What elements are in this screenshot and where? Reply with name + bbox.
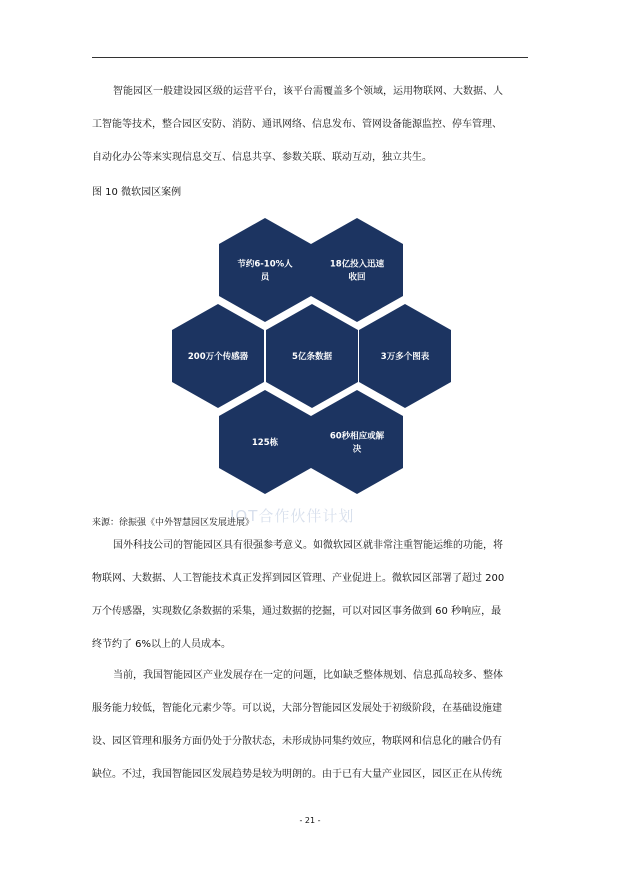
hexagon-label: 3万多个图表 bbox=[380, 352, 430, 362]
hexagon-shape bbox=[219, 218, 311, 322]
hexagon-label: 60秒相应或解 bbox=[329, 431, 385, 442]
hexagon-label: 收回 bbox=[348, 272, 366, 283]
paragraph-line: 万个传感器，实现数亿条数据的采集，通过数据的挖掘，可以对园区事务做到 60 秒响应，最 bbox=[92, 606, 502, 617]
paragraph-line: 国外科技公司的智能园区具有很强参考意义。如微软园区就非常注重智能运维的功能，将 bbox=[113, 540, 503, 551]
hexagon-label: 200万个传感器 bbox=[187, 352, 249, 362]
hexagon-tile bbox=[266, 304, 358, 408]
hexagon-tile bbox=[311, 390, 403, 494]
hexagon-label: 18亿投入迅速 bbox=[329, 259, 385, 270]
paragraph-line: 自动化办公等来实现信息交互、信息共享、参数关联、联动互动，独立共生。 bbox=[92, 152, 432, 163]
hexagon-label: 员 bbox=[260, 272, 270, 283]
hexagon-label: 节约6-10%人 bbox=[237, 259, 293, 270]
hexagon-label: 决 bbox=[352, 444, 362, 455]
hexagon-tile bbox=[219, 218, 311, 322]
hexagon-tile bbox=[172, 304, 264, 408]
hexagon-shape bbox=[311, 218, 403, 322]
watermark: IOT合作伙伴计划 bbox=[230, 507, 355, 525]
figure-caption: 图 10 微软园区案例 bbox=[92, 187, 182, 198]
paragraph-line: 工智能等技术，整合园区安防、消防、通讯网络、信息发布、管网设备能源监控、停车管理、 bbox=[92, 119, 502, 130]
paragraph-line: 当前，我国智能园区产业发展存在一定的问题，比如缺乏整体规划、信息孤岛较多、整体 bbox=[113, 670, 503, 681]
hexagon-label: 5亿条数据 bbox=[292, 352, 332, 362]
figure-source: 来源：徐振强《中外智慧园区发展进展》 bbox=[92, 518, 255, 528]
hexagon-tile bbox=[359, 304, 451, 408]
hexagon-label: 125栋 bbox=[251, 438, 279, 448]
paragraph-line: 智能园区一般建设园区级的运营平台，该平台需覆盖多个领域，运用物联网、大数据、人 bbox=[113, 86, 503, 97]
paragraph-line: 缺位。不过，我国智能园区发展趋势是较为明朗的。由于已有大量产业园区，园区正在从传统 bbox=[92, 769, 502, 780]
hexagon-shape bbox=[311, 390, 403, 494]
paragraph-line: 设、园区管理和服务方面仍处于分散状态，未形成协同集约效应，物联网和信息化的融合仍有 bbox=[92, 736, 502, 747]
paragraph-line: 物联网、大数据、人工智能技术真正发挥到园区管理、产业促进上。微软园区部署了超过 200 bbox=[92, 573, 505, 584]
page-number: - 21 - bbox=[299, 816, 321, 825]
paragraph-line: 服务能力较低，智能化元素少等。可以说，大部分智能园区发展处于初级阶段，在基础设施建 bbox=[92, 703, 502, 714]
hexagon-tile bbox=[219, 390, 311, 494]
hexagon-tile bbox=[311, 218, 403, 322]
paragraph-line: 终节约了 6%以上的人员成本。 bbox=[92, 639, 232, 650]
